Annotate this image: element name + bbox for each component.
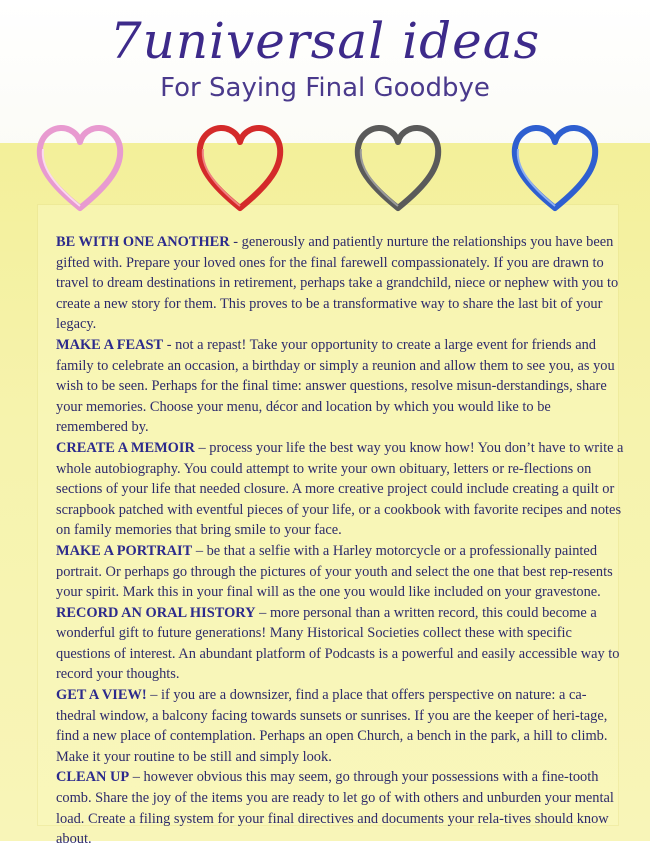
idea-item: [56, 685, 624, 767]
idea-item: [56, 767, 624, 849]
idea-text: - not a repast! Take your opportunity to create a large event for friends and family to celebrate an occasion, a birthday or simply a reunion and allow them to see you, as you wish to be seen. Perhaps for the final time: answer questions, resolve misun-derstandings, share your memories. Choose your menu, décor and location by which you would like to be remembered by.: [56, 336, 615, 436]
ideas-list: [56, 232, 624, 850]
idea-text: – if you are a downsizer, find a place that offers perspective on nature: a ca-thedral window, a balcony facing towards sunsets or sunrises. If you are the keeper of heri-tage, find a new place of contemplation. Perhaps an open Church, a bench in the park, a hill to climb. Make it your routine to be still and simply look.: [56, 687, 608, 765]
idea-heading: MAKE A PORTRAIT: [56, 542, 193, 559]
idea-text: – more personal than a written record, this could become a wonderful gift to future generations! Many Historical Societies collect these with specific questions of interest. An abundant platform of Podcasts is a powerful and easily accessible way to record your thoughts.: [56, 604, 620, 683]
idea-item: [56, 335, 624, 438]
idea-item: [56, 438, 624, 541]
idea-text: – process your life the best way you know how! You don’t have to write a whole autobiography. You could attempt to write your own obituary, letters or re-flections on sections of your life that needed closure. A more creative project could include creating a quilt or scrapbook patched with eventful pieces of your life, or a cookbook with favorite recipes and notes on family memories that bring smile to your face.: [56, 439, 624, 539]
idea-heading: MAKE A FEAST: [56, 336, 164, 353]
hearts-row: [0, 118, 650, 228]
pink-heart-icon: [30, 118, 130, 218]
idea-item: [56, 541, 624, 603]
idea-text: – be that a selfie with a Harley motorcycle or a professionally painted portrait. Or perhaps go through the pictures of your youth and select the one that best rep-resents your spirit. Mark this in your final will as the one you would like included on your gravestone.: [56, 542, 613, 601]
idea-heading: CREATE A MEMOIR: [56, 439, 195, 456]
gray-heart-icon: [348, 118, 448, 218]
page-subtitle: For Saying Final Goodbye: [160, 73, 490, 103]
idea-heading: CLEAN UP: [56, 769, 130, 786]
idea-item: [56, 232, 624, 335]
idea-heading: BE WITH ONE ANOTHER: [56, 234, 230, 250]
idea-item: [56, 603, 624, 685]
idea-heading: GET A VIEW!: [56, 687, 147, 704]
page-title: 7universal ideas: [109, 12, 541, 70]
blue-heart-icon: [505, 118, 605, 218]
idea-text: - generously and patiently nurture the relationships you have been gifted with. Prepare your loved ones for the final farewell compassionately. If you are drawn to travel to dream destinations in retirement, perhaps take a grandchild, niece or nephew with you to create a new story for them. This proves to be a transformative way to share the last bit of your legacy.: [56, 234, 619, 333]
red-heart-icon: [190, 118, 290, 218]
idea-text: – however obvious this may seem, go through your possessions with a fine-tooth comb. Share the joy of the items you are ready to let go of with others and unburden your mental load. Create a filing system for your final directives and documents your rela-tives should know about.: [56, 769, 614, 848]
idea-heading: RECORD AN ORAL HISTORY: [56, 604, 256, 621]
